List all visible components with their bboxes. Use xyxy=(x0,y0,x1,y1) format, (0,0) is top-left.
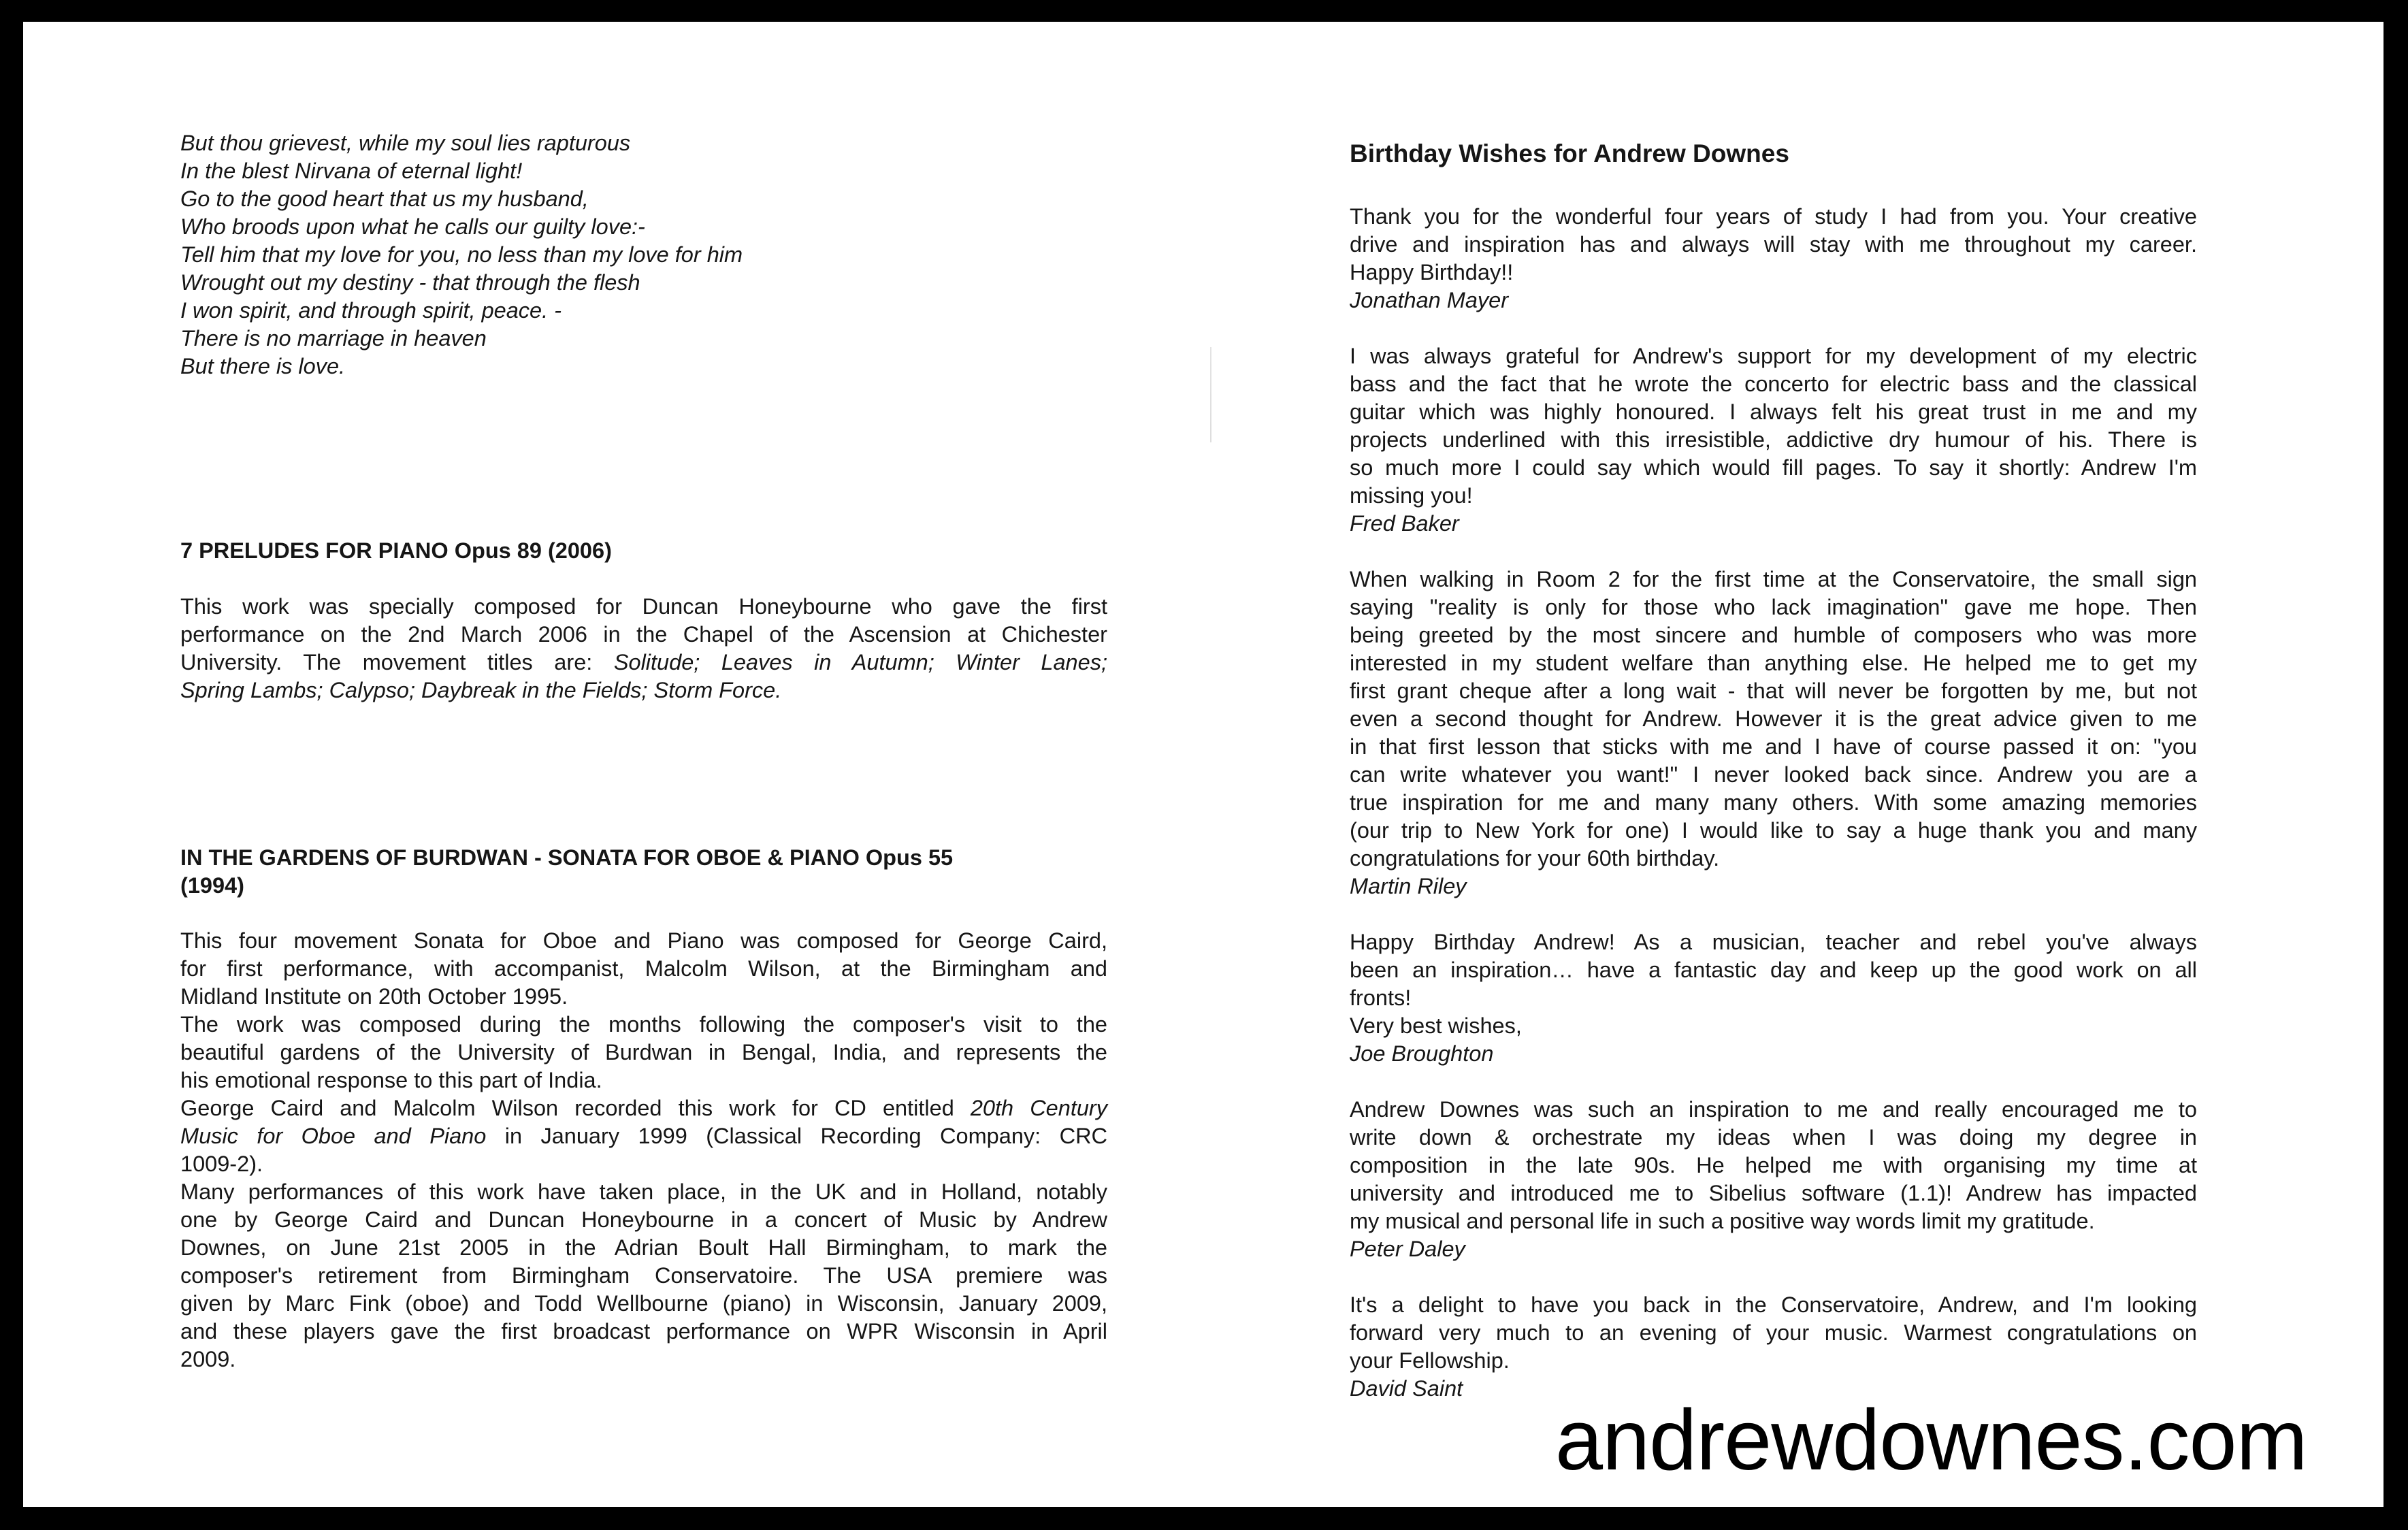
message-line: can write whatever you want!" I never looked back since. Andrew you are a xyxy=(1350,762,2197,787)
paragraph-line: composer's retirement from Birmingham Conservatoire. The USA premiere was xyxy=(180,1263,1107,1288)
message-author: Jonathan Mayer xyxy=(1350,288,1509,312)
poem-line: Wrought out my destiny - that through the flesh xyxy=(180,270,640,295)
paragraph-line: This four movement Sonata for Oboe and Piano was composed for George Caird, xyxy=(180,928,1107,953)
message-line: Thank you for the wonderful four years of study I had from you. Your creative xyxy=(1350,204,2197,229)
text-plain: George Caird and Malcolm Wilson recorded this work for CD entitled xyxy=(180,1096,971,1120)
message-line: interested in my student welfare than anything else. He helped me to get my xyxy=(1350,651,2197,675)
message-line: Andrew Downes was such an inspiration to me and really encouraged me to xyxy=(1350,1097,2197,1122)
message-line: Happy Birthday Andrew! As a musician, teacher and rebel you've always xyxy=(1350,930,2197,954)
message-line: being greeted by the most sincere and humble of composers who was more xyxy=(1350,623,2197,647)
paragraph-line: Midland Institute on 20th October 1995. xyxy=(180,984,568,1009)
paragraph-line: Downes, on June 21st 2005 in the Adrian Boult Hall Birmingham, to mark the xyxy=(180,1235,1107,1260)
booklet-spread xyxy=(23,22,2383,1507)
paragraph-line: one by George Caird and Duncan Honeybourne in a concert of Music by Andrew xyxy=(180,1207,1107,1232)
paragraph-line: and these players gave the first broadcast performance on WPR Wisconsin in April xyxy=(180,1319,1107,1344)
poem-line: But thou grievest, while my soul lies rapturous xyxy=(180,131,631,155)
message-line: When walking in Room 2 for the first time at the Conservatoire, the small sign xyxy=(1350,567,2197,591)
heading-line: (1994) xyxy=(180,873,244,898)
paragraph-line: his emotional response to this part of India. xyxy=(180,1068,602,1092)
message-line: missing you! xyxy=(1350,483,1473,508)
poem-line: Tell him that my love for you, no less than my love for him xyxy=(180,242,743,267)
paragraph-line: Many performances of this work have taken place, in the UK and in Holland, notably xyxy=(180,1179,1107,1204)
paragraph-line-mixed xyxy=(180,1094,1107,1122)
preludes-heading: 7 PRELUDES FOR PIANO Opus 89 (2006) xyxy=(180,538,612,563)
birthday-message xyxy=(1350,566,2197,900)
cd-title: Music for Oboe and Piano xyxy=(180,1124,487,1148)
message-line: forward very much to an evening of your music. Warmest congratulations on xyxy=(1350,1320,2197,1345)
text-plain: in January 1999 (Classical Recording Company: CRC xyxy=(486,1124,1108,1148)
poem-line: Who broods upon what he calls our guilty love:- xyxy=(180,214,645,239)
paragraph-line: This work was specially composed for Duncan Honeybourne who gave the first xyxy=(180,594,1107,619)
paragraph-line: 1009-2). xyxy=(180,1152,263,1176)
message-line: my musical and personal life in such a positive way words limit my gratitude. xyxy=(1350,1209,2095,1233)
paragraph-line-mixed xyxy=(180,1122,1107,1150)
message-line: true inspiration for me and many many others. With some amazing memories xyxy=(1350,790,2197,815)
message-author: Joe Broughton xyxy=(1350,1041,1494,1066)
poem-line: Go to the good heart that us my husband, xyxy=(180,186,589,211)
message-line: composition in the late 90s. He helped me with organising my time at xyxy=(1350,1153,2197,1177)
message-line: university and introduced me to Sibelius software (1.1)! Andrew has impacted xyxy=(1350,1181,2197,1205)
birthday-wishes-title: Birthday Wishes for Andrew Downes xyxy=(1350,140,1789,167)
text-plain: University. The movement titles are: xyxy=(180,650,614,674)
heading-line: IN THE GARDENS OF BURDWAN - SONATA FOR OBOE & PIANO Opus 55 xyxy=(180,845,954,870)
message-line: bass and the fact that he wrote the concerto for electric bass and the classical xyxy=(1350,372,2197,396)
message-line: write down & orchestrate my ideas when I was doing my degree in xyxy=(1350,1125,2197,1150)
birthday-message xyxy=(1350,342,2197,538)
message-line: drive and inspiration has and always will stay with me throughout my career. xyxy=(1350,232,2197,257)
poem-line: In the blest Nirvana of eternal light! xyxy=(180,159,523,183)
message-line: first grant cheque after a long wait - that will never be forgotten by me, but not xyxy=(1350,679,2197,703)
message-line: congratulations for your 60th birthday. xyxy=(1350,846,1720,870)
message-line: guitar which was highly honoured. I always felt his great trust in me and my xyxy=(1350,400,2197,424)
message-line: fronts! xyxy=(1350,986,1412,1010)
message-line: I was always grateful for Andrew's support for my development of my electric xyxy=(1350,344,2197,368)
movement-titles: Spring Lambs; Calypso; Daybreak in the Fields; Storm Force. xyxy=(180,678,782,702)
poem-excerpt xyxy=(180,129,743,380)
page-fold-mark xyxy=(1210,347,1211,442)
message-line: projects underlined with this irresistible, addictive dry humour of his. There is xyxy=(1350,427,2197,452)
message-author: Peter Daley xyxy=(1350,1237,1465,1261)
message-line: so much more I could say which would fill pages. To say it shortly: Andrew I'm xyxy=(1350,455,2197,480)
message-line: even a second thought for Andrew. However it is the great advice given to me xyxy=(1350,706,2197,731)
message-line: your Fellowship. xyxy=(1350,1348,1510,1373)
paragraph-line: for first performance, with accompanist, Malcolm Wilson, at the Birmingham and xyxy=(180,956,1107,981)
burdwan-heading xyxy=(180,844,1107,900)
paragraph-line: given by Marc Fink (oboe) and Todd Wellbourne (piano) in Wisconsin, January 2009, xyxy=(180,1291,1107,1316)
birthday-message xyxy=(1350,1291,2197,1403)
website-watermark: andrewdownes.com xyxy=(1555,1392,2307,1488)
birthday-messages xyxy=(1350,203,2197,1431)
preludes-paragraph xyxy=(180,593,1107,704)
birthday-message xyxy=(1350,1096,2197,1263)
message-line: Happy Birthday!! xyxy=(1350,260,1514,284)
message-line: in that first lesson that sticks with me and I have of course passed it on: "you xyxy=(1350,734,2197,759)
message-line: (our trip to New York for one) I would like to say a huge thank you and many xyxy=(1350,818,2197,843)
message-line: Very best wishes, xyxy=(1350,1013,1522,1038)
message-author: Martin Riley xyxy=(1350,874,1467,898)
birthday-message xyxy=(1350,203,2197,314)
paragraph-line: beautiful gardens of the University of Burdwan in Bengal, India, and represents the xyxy=(180,1040,1107,1064)
poem-line: I won spirit, and through spirit, peace. - xyxy=(180,298,562,323)
poem-line: But there is love. xyxy=(180,354,346,378)
birthday-message xyxy=(1350,928,2197,1068)
message-line: been an inspiration… have a fantastic day and keep up the good work on all xyxy=(1350,958,2197,982)
cd-title: 20th Century xyxy=(970,1096,1107,1120)
paragraph-line-mixed xyxy=(180,649,1107,677)
message-line: It's a delight to have you back in the Conservatoire, Andrew, and I'm looking xyxy=(1350,1292,2197,1317)
paragraph-line: 2009. xyxy=(180,1347,236,1371)
movement-titles: Solitude; Leaves in Autumn; Winter Lanes; xyxy=(613,650,1107,674)
message-author: David Saint xyxy=(1350,1376,1463,1401)
paragraph-line: The work was composed during the months following the composer's visit to the xyxy=(180,1012,1107,1037)
message-line: saying "reality is only for those who lack imagination" gave me hope. Then xyxy=(1350,595,2197,619)
burdwan-paragraphs xyxy=(180,927,1107,1373)
poem-line: There is no marriage in heaven xyxy=(180,326,487,351)
message-author: Fred Baker xyxy=(1350,511,1459,536)
paragraph-line: performance on the 2nd March 2006 in the Chapel of the Ascension at Chichester xyxy=(180,622,1107,647)
